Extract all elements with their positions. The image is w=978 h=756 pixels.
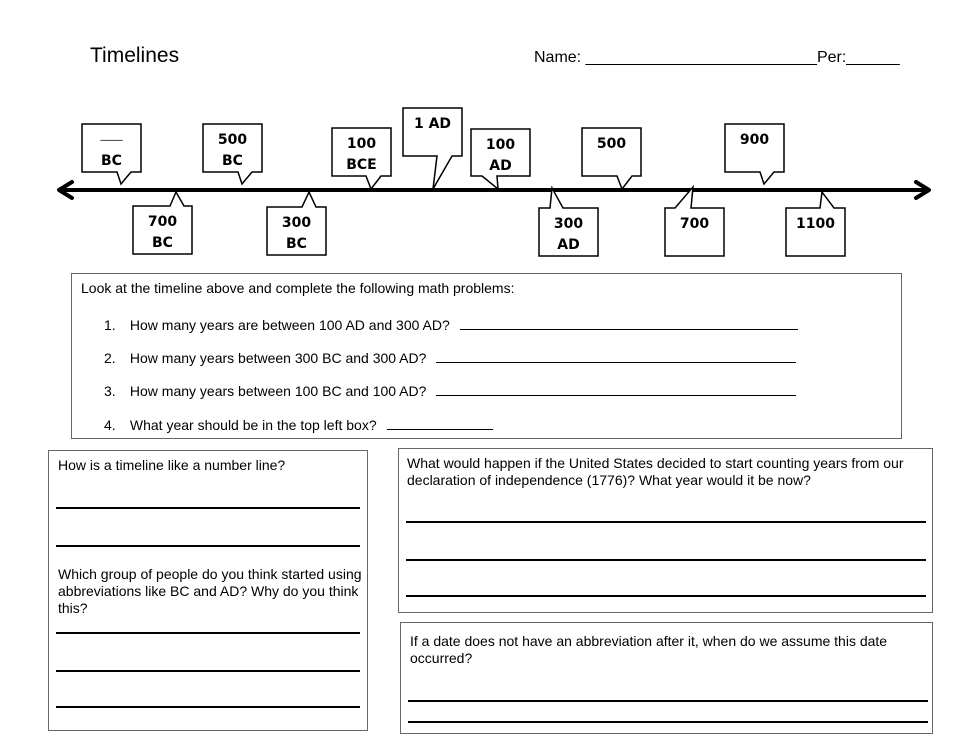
right-bottom-question-panel: [400, 622, 933, 734]
question-no-abbreviation: If a date does not have an abbreviation after it, when do we assume this date occurred?: [410, 633, 888, 666]
answer-line[interactable]: [56, 507, 360, 509]
marker-300-bc: 300 BC: [281, 215, 312, 252]
answer-line[interactable]: [56, 706, 360, 708]
marker-blank: ____: [100, 128, 123, 141]
answer-line[interactable]: [406, 521, 926, 523]
marker-500-bc: 500 BC: [217, 132, 248, 169]
answer-blank-1[interactable]: [460, 315, 798, 330]
marker-1100: 1100: [796, 216, 835, 232]
page-title: Timelines: [90, 44, 180, 67]
question-bc-ad-origin: Which group of people do you think started using abbreviations like BC and AD? Why do you think this?: [58, 566, 362, 616]
marker-300-ad: 300 AD: [553, 216, 584, 253]
marker-900: 900: [739, 132, 770, 148]
answer-line[interactable]: [406, 595, 926, 597]
name-blank[interactable]: __________________________: [585, 49, 817, 66]
question-1776-counting: What would happen if the United States decided to start counting years from our declaration of independence (1776)? What year would it be now?: [407, 455, 904, 488]
name-label: Name:: [534, 49, 586, 66]
left-question-panel: [48, 450, 368, 731]
answer-line[interactable]: [408, 721, 928, 723]
math-problems-panel: [71, 273, 902, 439]
math-question-4: 4. What year should be in the top left box?: [104, 415, 493, 433]
marker-1-ad: 1 AD: [413, 116, 452, 132]
marker-500: 500: [596, 136, 627, 152]
math-question-1: 1. How many years are between 100 AD and 300 AD?: [104, 315, 798, 333]
math-intro: Look at the timeline above and complete the following math problems:: [81, 280, 515, 296]
marker-700-bc: 700 BC: [147, 214, 178, 251]
marker-100-bce: 100 BCE: [346, 136, 377, 173]
period-blank[interactable]: ______: [846, 49, 900, 66]
period-label: Per:: [816, 49, 847, 66]
marker-700: 700: [679, 216, 710, 232]
answer-line[interactable]: [408, 700, 928, 702]
math-question-3: 3. How many years between 100 BC and 100 AD?: [104, 381, 796, 399]
question-timeline-number-line: How is a timeline like a number line?: [58, 457, 286, 473]
answer-line[interactable]: [56, 632, 360, 634]
answer-line[interactable]: [56, 545, 360, 547]
math-question-2: 2. How many years between 300 BC and 300 AD?: [104, 348, 796, 366]
answer-blank-3[interactable]: [436, 381, 796, 396]
answer-line[interactable]: [406, 559, 926, 561]
answer-line[interactable]: [56, 670, 360, 672]
marker-unknown-bc[interactable]: ____ BC: [82, 130, 141, 172]
right-top-question-panel: [398, 448, 933, 613]
marker-100-ad: 100 AD: [485, 137, 516, 174]
answer-blank-4[interactable]: [387, 415, 493, 430]
answer-blank-2[interactable]: [436, 348, 796, 363]
